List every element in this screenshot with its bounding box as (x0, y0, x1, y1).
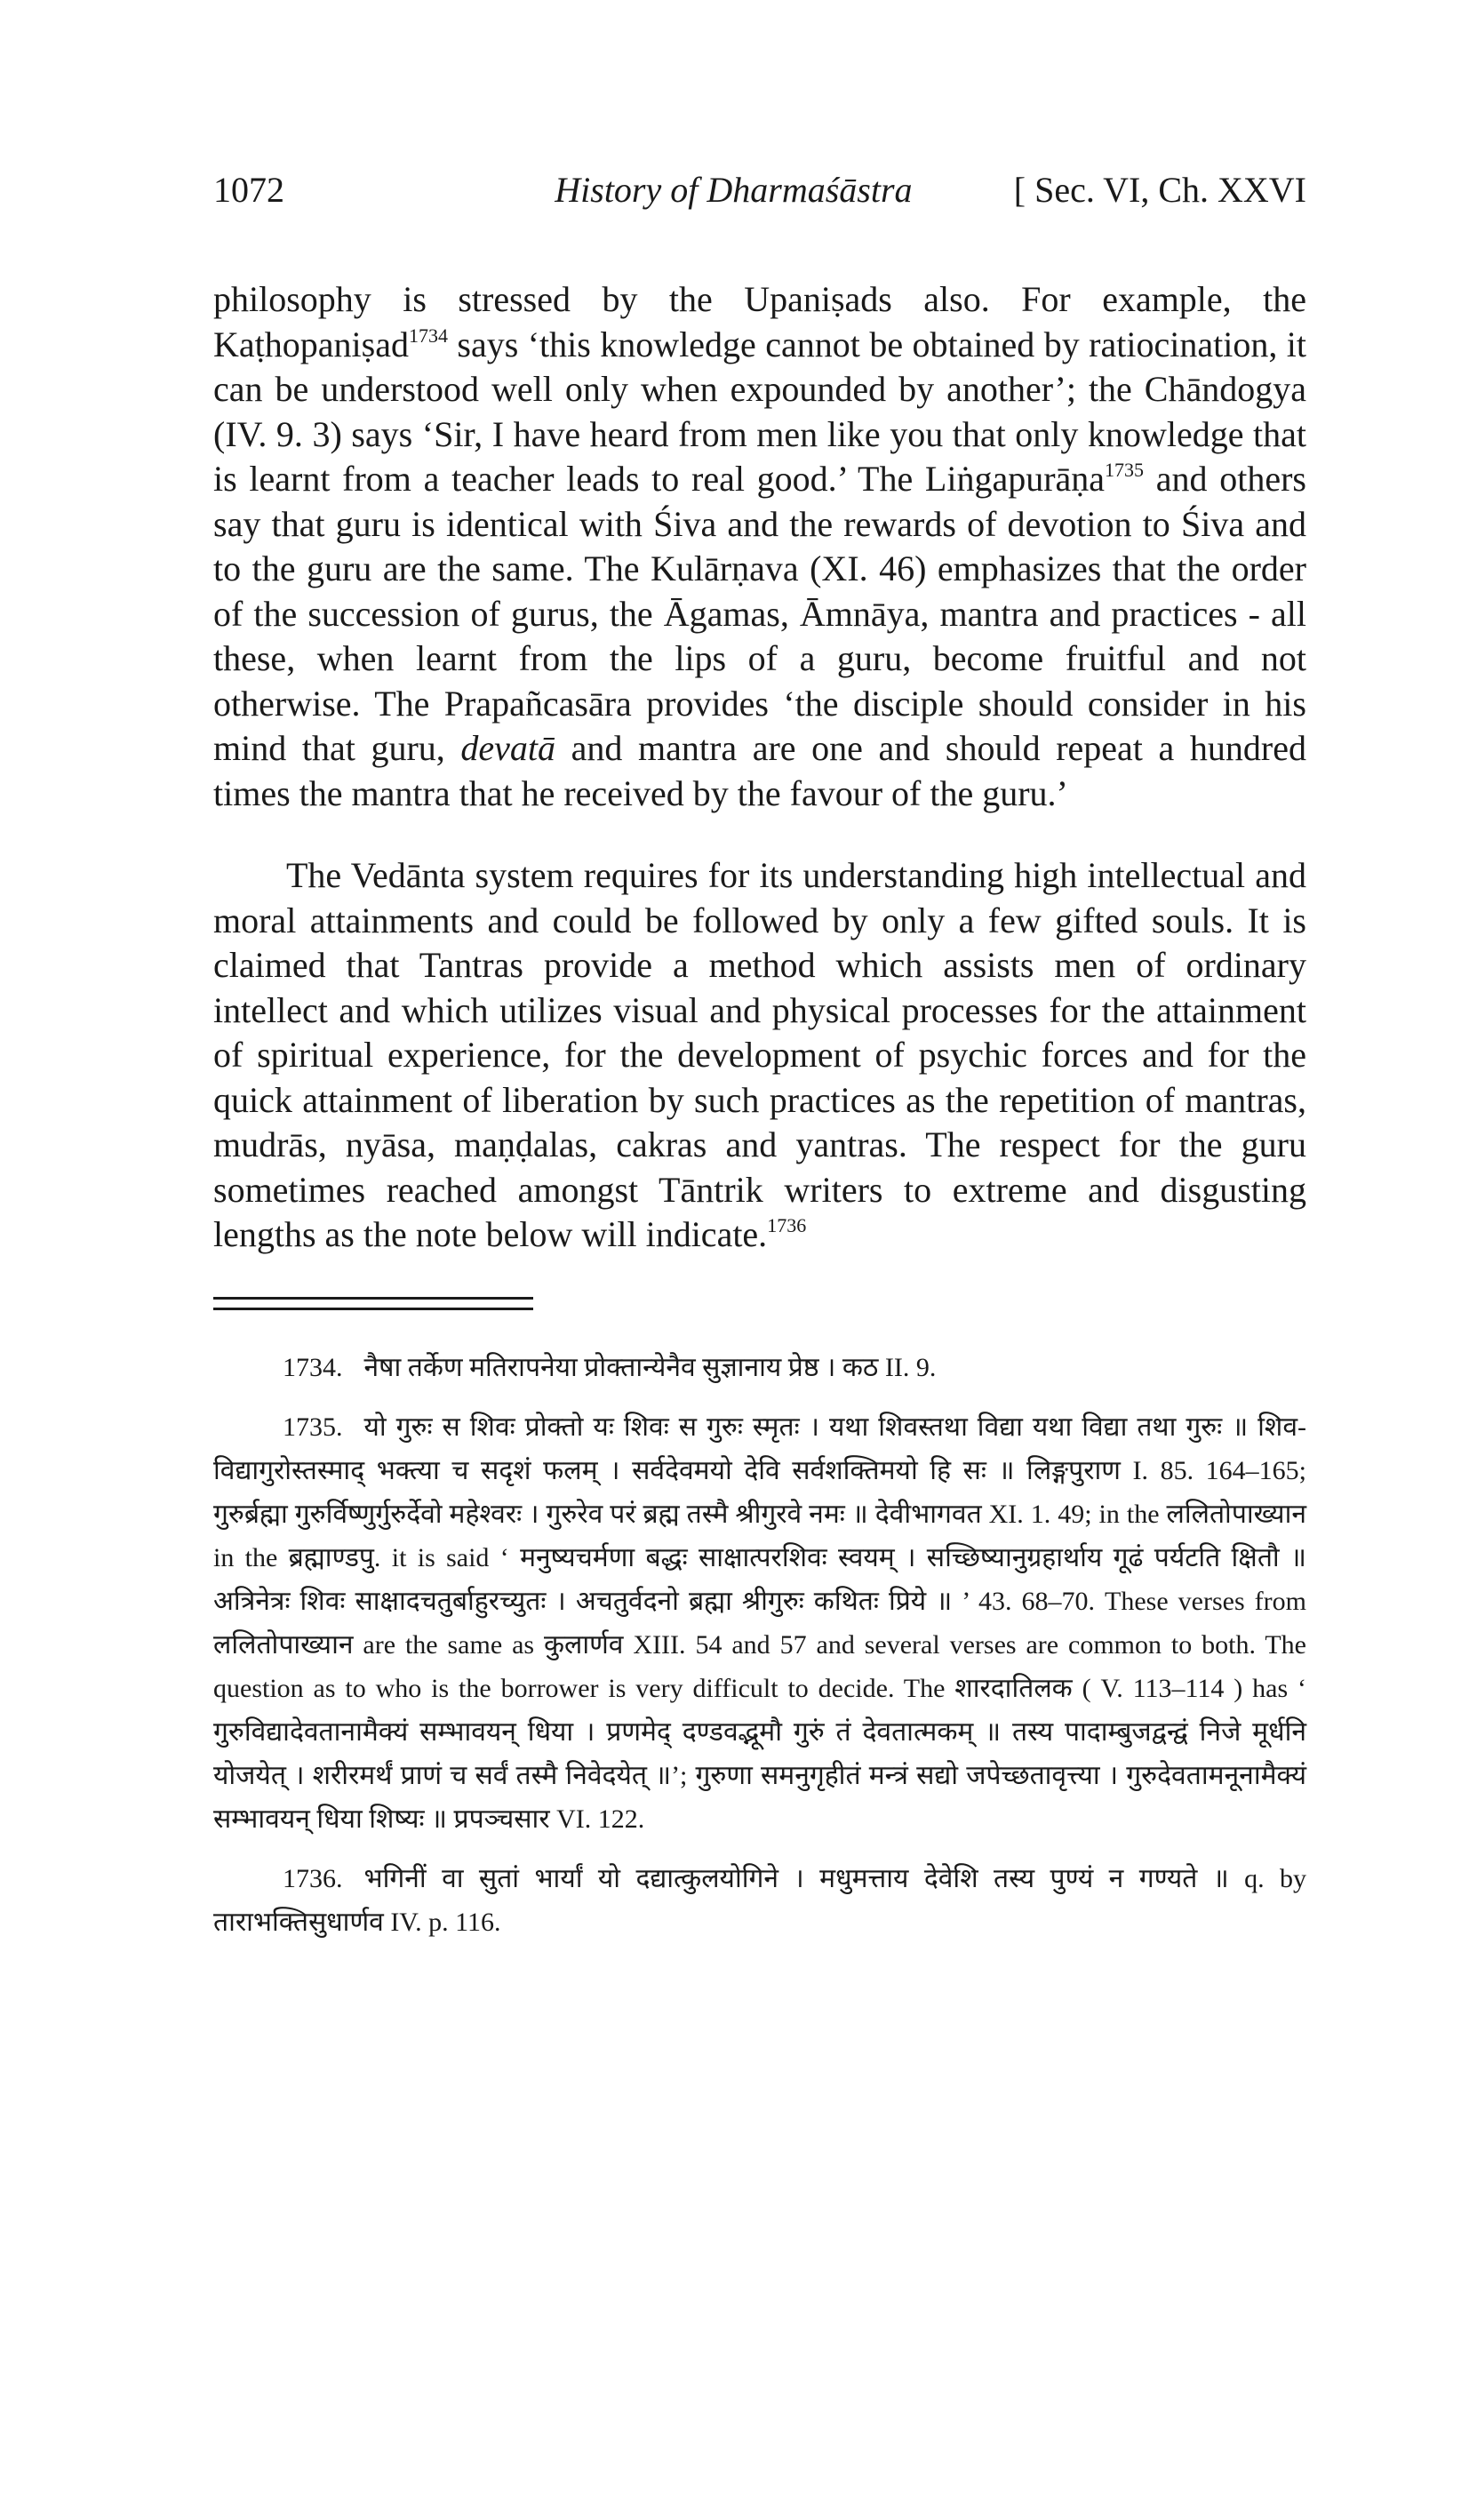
footnote-ref-1736: 1736 (767, 1214, 807, 1236)
running-head (213, 169, 1306, 222)
paragraph-1-text-a: philosophy is stressed by the Upaniṣads also. For example, the Kaṭhopaniṣad (213, 279, 1306, 364)
footnote-separator (213, 1297, 533, 1310)
footnote-ref-1735: 1735 (1105, 459, 1145, 481)
separator-line-bottom (213, 1308, 533, 1310)
page (213, 169, 1306, 1953)
paragraph-1-text-c: and others say that guru is identical with Śiva and the rewards of devotion to Śiva and to the guru are the same. The Kulārṇava (XI. 46) emphasizes that the order of the succession of gurus, the Āgamas, Āmnāya, mantra and practices - all these, when learnt from the lips of a guru, become fruitful and not otherwise. The Prapañcasāra provides ‘the disciple should consider in his mind that guru, (213, 459, 1306, 768)
footnote-text: यो गुरुः स शिवः प्रोक्तो यः शिवः स गुरुः स्मृतः । यथा शिवस्तथा विद्या यथा विद्या तथा गुरुः ॥ शिव-विद्यागुरोस्तस्माद् भक्त्या च सदृशं फलम् । सर्वदेवमयो देवि सर्वशक्तिमयो हि सः ॥ लिङ्गपुराण I. 85. 164–165; गुरुर्ब्रह्मा गुरुर्विष्णुर्गुरुर्देवो महेश्वरः । गुरुरेव परं ब्रह्म तस्मै श्रीगुरवे नमः ॥ देवीभागवत XI. 1. 49; in the ललितोपाख्यान in the ब्रह्माण्डपु. it is said ‘ मनुष्यचर्मणा बद्धः साक्षात्परशिवः स्वयम् । सच्छिष्यानुग्रहार्थाय गूढं पर्यटति क्षितौ ॥ अत्रिनेत्रः शिवः साक्षादचतुर्बाहुरच्युतः । अचतुर्वदनो ब्रह्मा श्रीगुरुः कथितः प्रिये ॥ ’ 43. 68–70. These verses from ललितोपाख्यान are the same as कुलार्णव XIII. 54 and 57 and several verses are common to both. The question as to who is the borrower is very difficult to decide. The शारदातिलक ( V. 113–114 ) has ‘ गुरुविद्यादेवतानामैक्यं सम्भावयन् धिया । प्रणमेद् दण्डवद्भूमौ गुरुं तं देवतात्मकम् ॥ तस्य पादाम्बुजद्वन्द्वं निजे मूर्धनि योजयेत् । शरीरमर्थं प्राणं च सर्वं तस्मै निवेदयेत् ॥’; गुरुणा समनुगृहीतं मन्त्रं सद्यो जपेच्छतावृत्त्या । गुरुदेवतामनूनामैक्यं सम्भावयन् धिया शिष्यः ॥ प्रपञ्चसार VI. 122. (213, 1412, 1306, 1834)
footnote-text: नैषा तर्केण मतिरापनेया प्रोक्तान्येनैव सुज्ञानाय प्रेष्ठ । कठ II. 9. (363, 1352, 937, 1382)
footnote-ref-1734: 1734 (408, 324, 448, 347)
footnote-1735 (213, 1405, 1306, 1841)
body-paragraph-2 (213, 853, 1306, 1258)
paragraph-1-text-d: and mantra are one and should repeat a hundred times the mantra that he received by the favour of the guru.’ (213, 728, 1306, 813)
body-paragraph-1 (213, 277, 1306, 816)
paragraph-1-emphasis: devatā (460, 728, 556, 768)
footnote-1736 (213, 1857, 1306, 1944)
page-number: 1072 (213, 170, 284, 210)
separator-line-top (213, 1297, 533, 1300)
footnotes (213, 1346, 1306, 1944)
paragraph-1-text-b: says ‘this knowledge cannot be obtained by ratiocination, it can be understood well only when expounded by another’; the Chāndogya (IV. 9. 3) says ‘Sir, I have heard from men like you that only knowledge that is learnt from a teacher leads to real good.’ The Liṅgapurāṇa (213, 324, 1306, 499)
paragraph-2-text: The Vedānta system requires for its understanding high intellectual and moral attainments and could be followed by only a few gifted souls. It is claimed that Tantras provide a method which assists men of ordinary intellect and which utilizes visual and physical processes for the attainment of spiritual experience, for the development of psychic forces and for the quick attainment of liberation by such practices as the repetition of mantras, mudrās, nyāsa, maṇḍalas, cakras and yantras. The respect for the guru sometimes reached amongst Tāntrik writers to extreme and disgusting lengths as the note below will indicate. (213, 855, 1306, 1254)
book-title: History of Dharmaśāstra (555, 170, 913, 210)
footnote-number: 1736. (283, 1863, 343, 1893)
footnote-1734 (213, 1346, 1306, 1389)
footnote-number: 1735. (283, 1412, 343, 1442)
section-reference: [ Sec. VI, Ch. XXVI (1013, 170, 1306, 210)
footnote-text: भगिनीं वा सुतां भार्यां यो दद्यात्कुलयोगिने । मधुमत्ताय देवेशि तस्य पुण्यं न गण्यते ॥ q. by ताराभक्तिसुधार्णव IV. p. 116. (213, 1863, 1306, 1937)
footnote-number: 1734. (283, 1352, 343, 1382)
